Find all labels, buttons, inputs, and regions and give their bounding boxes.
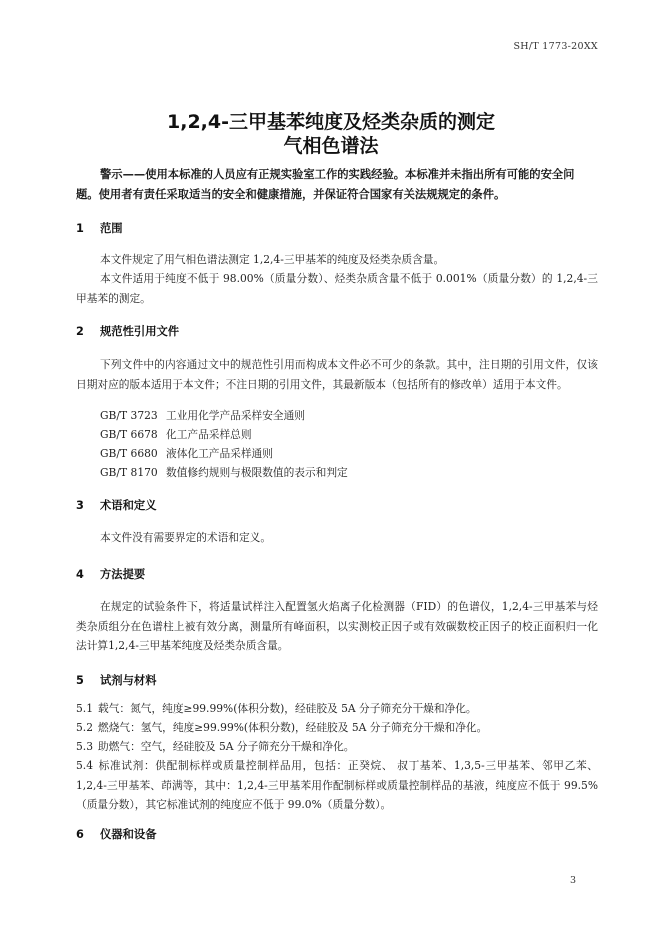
scope-paragraph-2: 本文件适用于纯度不低于 98.00%（质量分数）、烃类杂质含量不低于 0.001%（质量分数）的 1,2,4-三甲基苯的测定。: [76, 272, 598, 305]
reference-title: 工业用化学产品采样安全通则: [166, 409, 305, 422]
reference-item: [100, 463, 348, 483]
reagent-item: [76, 756, 598, 815]
item-text: 标准试剂：供配制标样或质量控制样品用，包括：正癸烷、 叔丁基苯、1,3,5-三甲基苯、邻甲乙苯、1,2,4-三甲基苯、茚满等，其中：1,2,4-三甲基苯用作配制标样或质量控制样品的基液，纯度应不低于 99.5%（质量分数），其它标准试剂的纯度应不低于 99.0%（质量分数）。: [76, 759, 598, 811]
reference-code: GB/T 6678: [100, 428, 158, 441]
section-title: 术语和定义: [100, 499, 157, 512]
reference-title: 化工产品采样总则: [166, 428, 252, 441]
reagent-item: [76, 699, 598, 719]
section-title: 范围: [100, 222, 123, 235]
item-text: 助燃气：空气，经硅胶及 5A 分子筛充分干燥和净化。: [98, 740, 355, 753]
item-number: 5.1: [76, 702, 93, 715]
item-number: 5.3: [76, 740, 93, 753]
item-number: 5.2: [76, 721, 93, 734]
section-heading-3: [76, 497, 157, 513]
scope-paragraph-1: 本文件规定了用气相色谱法测定 1,2,4-三甲基苯的纯度及烃类杂质含量。: [100, 253, 445, 266]
reference-item: [100, 406, 305, 426]
warning-paragraph: 警示——使用本标准的人员应有正规实验室工作的实践经验。本标准并未指出所有可能的安全问题。使用者有责任采取适当的安全和健康措施，并保证符合国家有关法规规定的条件。: [76, 168, 575, 201]
reagent-item: [76, 718, 598, 738]
section-heading-2: [76, 323, 179, 339]
reference-code: GB/T 3723: [100, 409, 158, 422]
section-title: 仪器和设备: [100, 828, 157, 841]
section-title: 规范性引用文件: [100, 325, 180, 338]
reference-item: [100, 425, 252, 445]
terms-paragraph: 本文件没有需要界定的术语和定义。: [100, 531, 272, 544]
reagent-item: [76, 737, 598, 757]
standard-code: SH/T 1773-20XX: [513, 41, 598, 52]
section-number: 6: [76, 828, 84, 841]
method-paragraph: 在规定的试验条件下，将适量试样注入配置氢火焰离子化检测器（FID）的色谱仪，1,2,4-三甲基苯与烃类杂质组分在色谱柱上被有效分离，测量所有峰面积，以实测校正因子或有效碳数校正因子的校正面积归一化法计算1,2,4-三甲基苯纯度及烃类杂质含量。: [76, 600, 598, 652]
section-number: 1: [76, 222, 84, 235]
section-heading-6: [76, 826, 157, 842]
section-heading-4: [76, 566, 145, 582]
page-number: 3: [569, 875, 576, 886]
section-heading-5: [76, 672, 157, 688]
section-title: 试剂与材料: [100, 674, 157, 687]
reference-title: 数值修约规则与极限数值的表示和判定: [166, 466, 348, 479]
title-line-1: 1,2,4-三甲基苯纯度及烃类杂质的测定: [167, 111, 495, 133]
section-heading-1: [76, 220, 123, 236]
section-number: 4: [76, 568, 84, 581]
section-number: 3: [76, 499, 84, 512]
reference-title: 液体化工产品采样通则: [166, 447, 273, 460]
item-text: 燃烧气：氢气，纯度≥99.99%(体积分数)，经硅胶及 5A 分子筛充分干燥和净化。: [98, 721, 488, 734]
reference-code: GB/T 6680: [100, 447, 158, 460]
normative-paragraph: 下列文件中的内容通过文中的规范性引用而构成本文件必不可少的条款。其中，注日期的引用文件，仅该日期对应的版本适用于本文件；不注日期的引用文件，其最新版本（包括所有的修改单）适用于本文件。: [76, 358, 598, 391]
section-number: 2: [76, 325, 84, 338]
item-number: 5.4: [76, 759, 93, 772]
title-line-2: 气相色谱法: [283, 135, 379, 157]
section-number: 5: [76, 674, 84, 687]
item-text: 载气：氮气，纯度≥99.99%(体积分数)，经硅胶及 5A 分子筛充分干燥和净化。: [98, 702, 477, 715]
reference-code: GB/T 8170: [100, 466, 158, 479]
section-title: 方法提要: [100, 568, 146, 581]
reference-item: [100, 444, 273, 464]
